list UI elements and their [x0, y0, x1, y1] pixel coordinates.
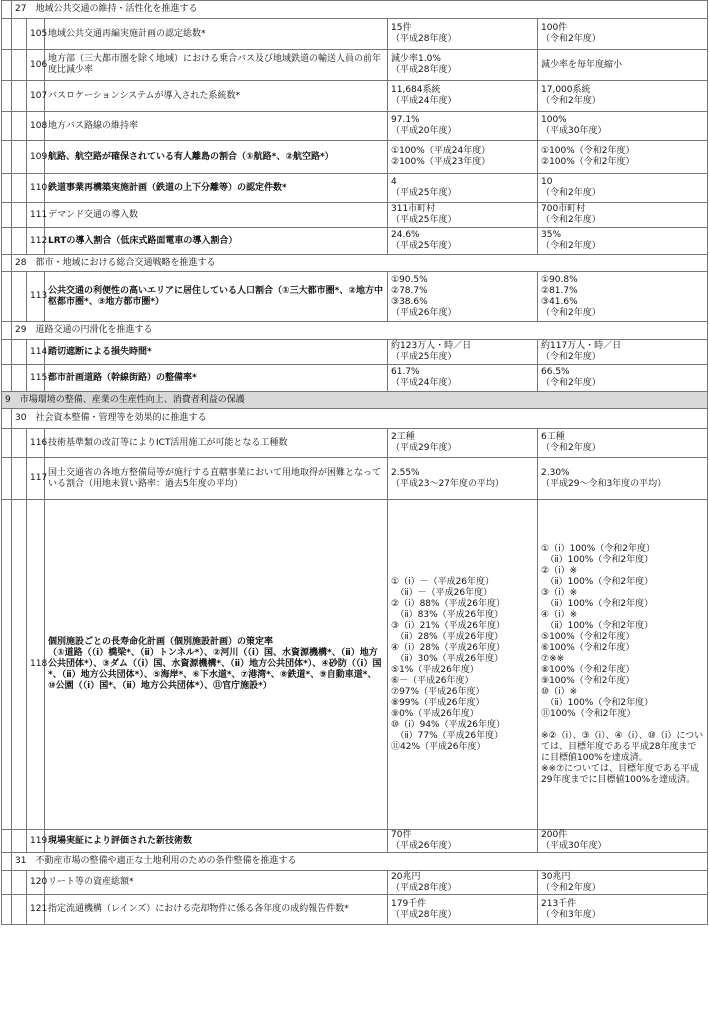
indicator-name: バスロケーションシステムが導入された系統数* — [45, 81, 388, 112]
indent-cell — [2, 112, 12, 141]
baseline-value: ①（ⅰ）－（平成26年度） （ⅱ）－（平成26年度） ②（ⅰ）88%（平成26年度） （ⅱ）83%（平成26年度） ③（ⅰ）21%（平成26年度） （ⅱ）28%（平成26年度） ④（ⅰ）28%（平成26年度） （ⅱ）30%（平成26年度） ⑤1%（平成26年度） ⑥－（平成26年度） ⑦97%（平成26年度） ⑧99%（平成26年度） ⑨0%（平成26年度） ⑩（ⅰ）94%（平成26年度） （ⅱ）77%（平成26年度） ⑪42%（平成26年度） — [388, 500, 538, 830]
indicator-name: 技術基準類の改訂等によりICT活用施工が可能となる工種数 — [45, 429, 388, 458]
table-row — [2, 871, 708, 895]
indent-cell — [12, 830, 27, 853]
indent-cell — [12, 81, 27, 112]
indicator-name: 指定流通機構（レインズ）における売却物件に係る各年度の成約報告件数* — [45, 895, 388, 925]
indicator-name: 地方バス路線の維持率 — [45, 112, 388, 141]
baseline-value: 15件 （平成28年度） — [388, 19, 538, 50]
baseline-value: 24.6% （平成25年度） — [388, 228, 538, 255]
target-value: 35% （令和2年度） — [538, 228, 708, 255]
indicator-number: 113 — [27, 272, 45, 322]
indicator-name: 国土交通省の各地方整備局等が施行する直轄事業において用地取得が困難となっている割合（用地未買い路率：過去5年度の平均） — [45, 458, 388, 500]
indicator-name: 個別施設ごとの長寿命化計画（個別施設計画）の策定率 （①道路（（ⅰ）橋梁*、（ⅱ）トンネル*）、②河川（（ⅰ）国、水資源機構*、（ⅱ）地方公共団体*）、③ダム（（ⅰ）国、水資源機構*、（ⅱ）地方公共団体*）、④砂防（（ⅰ）国*、（ⅱ）地方公共団体*）、⑤海岸*、⑥下水道*、⑦港湾*、⑧鉄道*、⑨自動車道*、⑩公園（（ⅰ）国*、（ⅱ）地方公共団体*）、⑪官庁施設*） — [45, 500, 388, 830]
table-row — [2, 141, 708, 174]
indent-cell — [2, 830, 12, 853]
indicator-name: 現場実証により評価された新技術数 — [45, 830, 388, 853]
indicator-number: 107 — [27, 81, 45, 112]
indent-cell — [2, 895, 12, 925]
table-row — [2, 112, 708, 141]
policy-title: 29 道路交通の円滑化を推進する — [12, 322, 708, 340]
indicator-number: 121 — [27, 895, 45, 925]
baseline-value: 4 （平成25年度） — [388, 174, 538, 203]
target-value: 10 （令和2年度） — [538, 174, 708, 203]
target-value: 約117万人・時／日 （令和2年度） — [538, 340, 708, 365]
table-row — [2, 365, 708, 392]
policy-header-row — [2, 409, 708, 429]
baseline-value: 311市町村 （平成25年度） — [388, 203, 538, 228]
indent-cell — [2, 500, 12, 830]
baseline-value: 2.55% （平成23～27年度の平均） — [388, 458, 538, 500]
target-value: 700市町村 （令和2年度） — [538, 203, 708, 228]
indicator-number: 108 — [27, 112, 45, 141]
indicator-name: 踏切遮断による損失時間* — [45, 340, 388, 365]
baseline-value: 61.7% （平成24年度） — [388, 365, 538, 392]
goal-header-row — [2, 392, 708, 409]
indicator-number: 118 — [27, 500, 45, 830]
baseline-value: ①100%（平成24年度） ②100%（平成23年度） — [388, 141, 538, 174]
indicator-name: 鉄道事業再構築実施計画（鉄道の上下分離等）の認定件数* — [45, 174, 388, 203]
indicator-number: 120 — [27, 871, 45, 895]
table-row — [2, 228, 708, 255]
table-row — [2, 429, 708, 458]
indent-cell — [12, 500, 27, 830]
indicator-number: 110 — [27, 174, 45, 203]
indicator-number: 115 — [27, 365, 45, 392]
indent-cell — [12, 50, 27, 81]
indent-cell — [12, 19, 27, 50]
indent-cell — [2, 458, 12, 500]
baseline-value: 11,684系統 （平成24年度） — [388, 81, 538, 112]
table-row — [2, 340, 708, 365]
indent-cell — [2, 50, 12, 81]
indent-cell — [2, 409, 12, 429]
policy-title: 28 都市・地域における総合交通戦略を推進する — [12, 255, 708, 272]
target-value: 100件 （令和2年度） — [538, 19, 708, 50]
baseline-value: 70件 （平成26年度） — [388, 830, 538, 853]
baseline-value: 2工種 （平成29年度） — [388, 429, 538, 458]
indent-cell — [12, 228, 27, 255]
indicator-number: 114 — [27, 340, 45, 365]
target-value: 100% （平成30年度） — [538, 112, 708, 141]
indent-cell — [12, 365, 27, 392]
target-value: 減少率を毎年度縮小 — [538, 50, 708, 81]
indent-cell — [12, 203, 27, 228]
policy-header-row — [2, 322, 708, 340]
indicator-number: 105 — [27, 19, 45, 50]
goal-title: 9 市場環境の整備、産業の生産性向上、消費者利益の保護 — [2, 392, 708, 409]
table-row — [2, 272, 708, 322]
indent-cell — [2, 272, 12, 322]
indicator-name: LRTの導入割合（低床式路面電車の導入割合） — [45, 228, 388, 255]
baseline-value: 約123万人・時／日 （平成25年度） — [388, 340, 538, 365]
indicator-number: 116 — [27, 429, 45, 458]
policy-title: 30 社会資本整備・管理等を効果的に推進する — [12, 409, 708, 429]
indent-cell — [12, 895, 27, 925]
policy-header-row — [2, 853, 708, 871]
indent-cell — [2, 340, 12, 365]
indent-cell — [2, 81, 12, 112]
indent-cell — [12, 429, 27, 458]
table-row — [2, 50, 708, 81]
indent-cell — [2, 19, 12, 50]
indicator-number: 111 — [27, 203, 45, 228]
indicator-number: 109 — [27, 141, 45, 174]
target-value: ①90.8% ②81.7% ③41.6% （令和2年度） — [538, 272, 708, 322]
table-row — [2, 458, 708, 500]
policy-header-row — [2, 1, 708, 19]
indent-cell — [2, 429, 12, 458]
baseline-value: 97.1% （平成20年度） — [388, 112, 538, 141]
indent-cell — [12, 174, 27, 203]
indent-cell — [12, 272, 27, 322]
indent-cell — [2, 322, 12, 340]
indent-cell — [12, 458, 27, 500]
policy-header-row — [2, 255, 708, 272]
indent-cell — [12, 141, 27, 174]
indicator-name: 航路、航空路が確保されている有人離島の割合（①航路*、②航空路*） — [45, 141, 388, 174]
table-row — [2, 895, 708, 925]
indent-cell — [12, 340, 27, 365]
target-value: ①100%（令和2年度） ②100%（令和2年度） — [538, 141, 708, 174]
target-value: 17,000系統 （令和2年度） — [538, 81, 708, 112]
indicator-number: 117 — [27, 458, 45, 500]
indicator-name: 地域公共交通再編実施計画の認定総数* — [45, 19, 388, 50]
kpi-table-body — [2, 1, 708, 925]
indent-cell — [2, 174, 12, 203]
indicator-number: 119 — [27, 830, 45, 853]
target-value: 2.30% （平成29～令和3年度の平均） — [538, 458, 708, 500]
table-row — [2, 174, 708, 203]
indicator-name: 公共交通の利便性の高いエリアに居住している人口割合（①三大都市圏*、②地方中枢都市圏*、③地方都市圏*） — [45, 272, 388, 322]
baseline-value: 179千件 （平成28年度） — [388, 895, 538, 925]
indicator-number: 112 — [27, 228, 45, 255]
indicator-name: 地方部（三大都市圏を除く地域）における乗合バス及び地域鉄道の輸送人員の前年度比減少率 — [45, 50, 388, 81]
table-row — [2, 203, 708, 228]
target-value: 200件 （平成30年度） — [538, 830, 708, 853]
indent-cell — [2, 255, 12, 272]
baseline-value: 減少率1.0% （平成28年度） — [388, 50, 538, 81]
policy-title: 27 地域公共交通の維持・活性化を推進する — [12, 1, 708, 19]
table-row — [2, 19, 708, 50]
indicator-name: デマンド交通の導入数 — [45, 203, 388, 228]
target-value: 6工種 （令和2年度） — [538, 429, 708, 458]
indent-cell — [2, 203, 12, 228]
target-value: 66.5% （令和2年度） — [538, 365, 708, 392]
indent-cell — [2, 1, 12, 19]
target-value: ①（ⅰ）100%（令和2年度） （ⅱ）100%（令和2年度） ②（ⅰ）※ （ⅱ）100%（令和2年度） ③（ⅰ）※ （ⅱ）100%（令和2年度） ④（ⅰ）※ （ⅱ）100%（令和2年度） ⑤100%（令和2年度） ⑥100%（令和2年度） ⑦※※ ⑧100%（令和2年度） ⑨100%（令和2年度） ⑩（ⅰ）※ （ⅱ）100%（令和2年度） ⑪100%（令和2年度） ※②（ⅰ）、③（ⅰ）、④（ⅰ）、⑩（ⅰ）については、目標年度である平成28年度までに目標値100%を達成済。 ※※⑦については、目標年度である平成29年度までに目標値100%を達成済。 — [538, 500, 708, 830]
table-row — [2, 830, 708, 853]
table-row — [2, 500, 708, 830]
target-value: 30兆円 （令和2年度） — [538, 871, 708, 895]
indent-cell — [12, 112, 27, 141]
baseline-value: 20兆円 （平成28年度） — [388, 871, 538, 895]
table-row — [2, 81, 708, 112]
indent-cell — [2, 871, 12, 895]
indicator-name: リート等の資産総額* — [45, 871, 388, 895]
indent-cell — [2, 365, 12, 392]
indent-cell — [2, 141, 12, 174]
indicator-name: 都市計画道路（幹線街路）の整備率* — [45, 365, 388, 392]
policy-title: 31 不動産市場の整備や適正な土地利用のための条件整備を推進する — [12, 853, 708, 871]
indent-cell — [2, 228, 12, 255]
target-value: 213千件 （令和3年度） — [538, 895, 708, 925]
kpi-table — [1, 0, 708, 925]
indicator-number: 106 — [27, 50, 45, 81]
indent-cell — [2, 853, 12, 871]
indent-cell — [12, 871, 27, 895]
baseline-value: ①90.5% ②78.7% ③38.6% （平成26年度） — [388, 272, 538, 322]
